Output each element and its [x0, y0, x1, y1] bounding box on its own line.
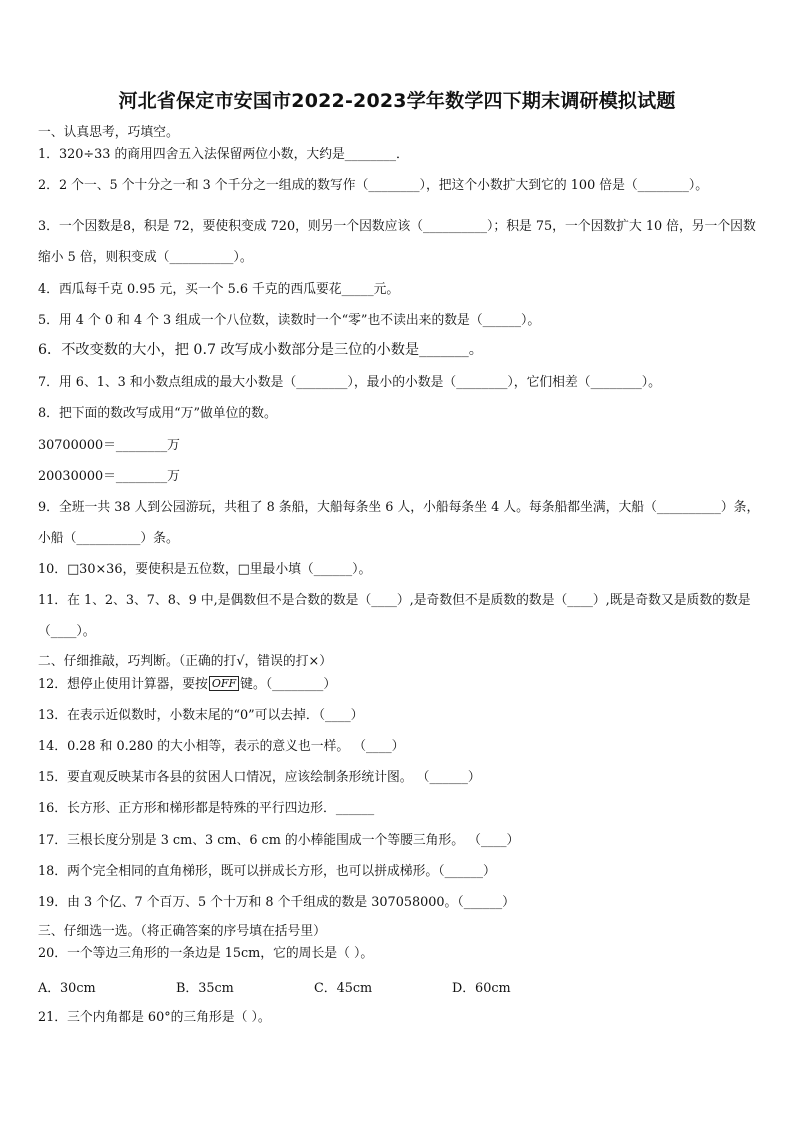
question-18: 18．两个完全相同的直角梯形，既可以拼成长方形，也可以拼成梯形。（______） [38, 864, 496, 879]
question-8a: 30700000＝________万 [38, 438, 180, 453]
section-heading-fill-blanks: 一、认真思考，巧填空。 [38, 125, 179, 140]
question-12-text: 12．想停止使用计算器，要按 [38, 677, 208, 692]
question-10: 10．□30×36，要使积是五位数，□里最小填（______）。 [38, 562, 372, 577]
question-9: 9．全班一共 38 人到公园游玩，共租了 8 条船，大船每条坐 6 人，小船每条坐 4 人。每条船都坐满，大船（__________）条，小船（__________）条。 [38, 500, 760, 546]
page-title: 河北省保定市安国市2022-2023学年数学四下期末调研模拟试题 [118, 90, 676, 112]
question-14: 14．0.28 和 0.280 的大小相等，表示的意义也一样。 （____） [38, 739, 405, 754]
section-heading-true-false: 二、仔细推敲，巧判断。（正确的打√，错误的打×） [38, 654, 333, 669]
question-4: 4．西瓜每千克 0.95 元，买一个 5.6 千克的西瓜要花_____元。 [38, 282, 400, 297]
question-13: 13．在表示近似数时，小数末尾的“0”可以去掉．（____） [38, 708, 364, 723]
question-20-option-a: A．30cm [38, 981, 96, 996]
question-21: 21．三个内角都是 60°的三角形是（ ）。 [38, 1010, 271, 1025]
question-5: 5．用 4 个 0 和 4 个 3 组成一个八位数，读数时一个“零”也不读出来的数是（______）。 [38, 313, 541, 328]
question-6: 6．不改变数的大小，把 0.7 改写成小数部分是三位的小数是_______。 [38, 342, 483, 358]
off-key-icon: OFF [209, 676, 239, 691]
question-2: 2．2 个一、5 个十分之一和 3 个千分之一组成的数写作（________），把这个小数扩大到它的 100 倍是（________）。 [38, 178, 709, 193]
section-heading-multiple-choice: 三、仔细选一选。（将正确答案的序号填在括号里） [38, 924, 326, 939]
question-16: 16．长方形、正方形和梯形都是特殊的平行四边形．______ [38, 801, 375, 816]
question-3: 3．一个因数是8，积是 72，要使积变成 720，则另一个因数应该（__________）；积是 75，一个因数扩大 10 倍，另一个因数缩小 5 倍，则积变成（__________）。 [38, 219, 756, 265]
question-17: 17．三根长度分别是 3 cm、3 cm、6 cm 的小棒能围成一个等腰三角形。 （____） [38, 833, 520, 848]
question-19: 19．由 3 个亿、7 个百万、5 个十万和 8 个千组成的数是 307058000。（______） [38, 895, 515, 910]
question-7: 7．用 6、1、3 和小数点组成的最大小数是（________），最小的小数是（________），它们相差（________）。 [38, 375, 661, 390]
question-20-option-b: B．35cm [176, 981, 234, 996]
question-15: 15．要直观反映某市各县的贫困人口情况，应该绘制条形统计图。 （______） [38, 770, 481, 785]
question-20-option-c: C．45cm [314, 981, 373, 996]
question-20: 20．一个等边三角形的一条边是 15cm，它的周长是（ ）。 [38, 946, 374, 961]
question-12 [38, 676, 768, 693]
question-8: 8．把下面的数改写成用“万”做单位的数。 [38, 406, 277, 421]
question-8b: 20030000＝________万 [38, 469, 180, 484]
question-1: 1．320÷33 的商用四舍五入法保留两位小数，大约是________． [38, 147, 409, 162]
question-11: 11．在 1、2、3、7、8、9 中,是偶数但不是合数的数是（____）,是奇数但不是质数的数是（____）,既是奇数又是质数的数是（____）。 [38, 593, 751, 639]
question-12-answer: 键。（________） [240, 677, 337, 692]
question-20-option-d: D．60cm [452, 981, 511, 996]
